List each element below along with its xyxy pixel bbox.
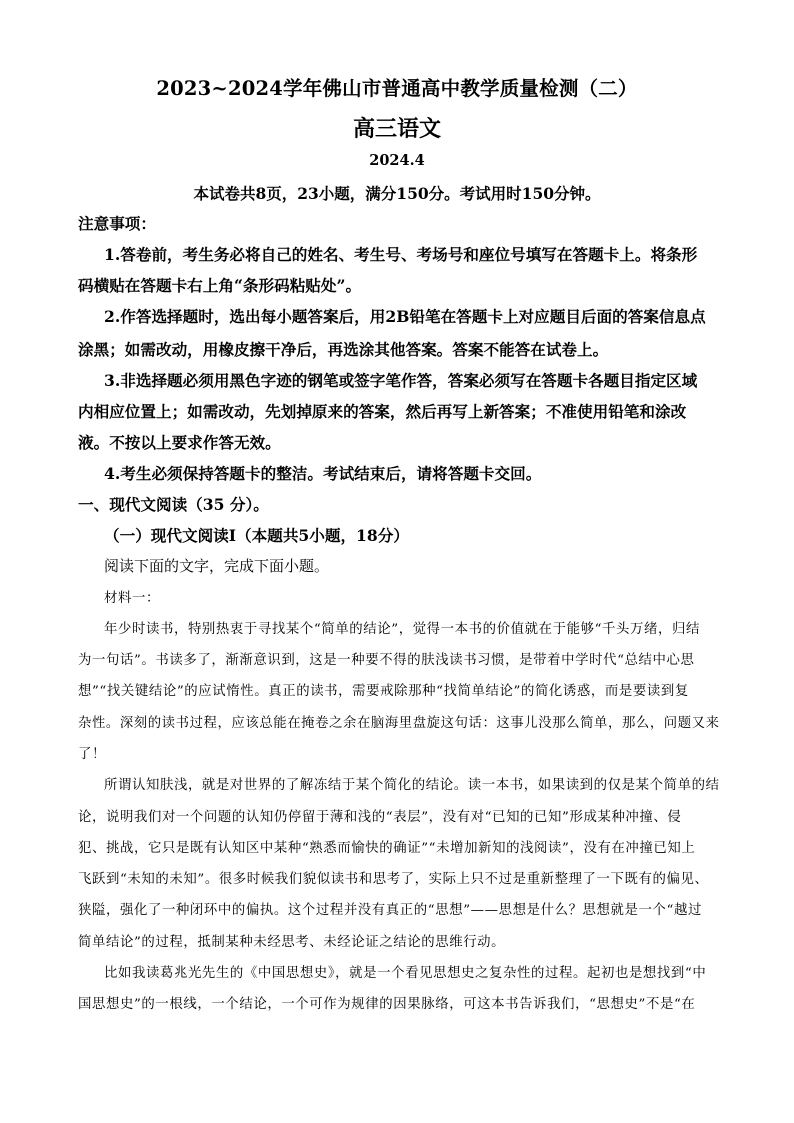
body-line: 比如我读葛兆光先生的《中国思想史》，就是一个看见思想史之复杂性的过程。起初也是想找到“中	[104, 966, 707, 981]
note-line: 3.非选择题必须用黑色字迹的钢笔或签字笔作答，答案必须写在答题卡各题目指定区域	[104, 371, 698, 390]
body-line: 犯、挑战，它只是既有认知区中某种“熟悉而愉快的确证”“未增加新知的浅阅读”，没有在冲撞已知上	[78, 841, 696, 856]
material-label: 材料一：	[104, 591, 160, 606]
note-line: 1.答卷前，考生务必将自己的姓名、考生号、考场号和座位号填写在答题卡上。将条形	[104, 245, 698, 264]
note-line: 涂黑；如需改动，用橡皮擦干净后，再选涂其他答案。答案不能答在试卷上。	[78, 340, 609, 359]
body-line: 了！	[78, 747, 106, 762]
note-line: 4.考生必须保持答题卡的整洁。考试结束后，请将答题卡交回。	[104, 464, 542, 483]
body-line: 想”“找关键结论”的应试惰性。真正的读书，需要戒除那种“找简单结论”的简化诱惑，而是要读到复	[78, 684, 689, 699]
section-heading: 一、现代文阅读（35 分）。	[78, 495, 269, 514]
section-subheading: （一）现代文阅读Ⅰ（本题共5小题，18分）	[104, 526, 409, 545]
body-line: 狭隘，强化了一种闭环中的偏执。这个过程并没有真正的“思想”——思想是什么？思想就是一个“越过	[78, 903, 702, 918]
notes-heading: 注意事项：	[78, 214, 156, 233]
body-line: 论，说明我们对一个问题的认知仍停留于薄和浅的“表层”，没有对“已知的已知”形成某种冲撞、侵	[78, 810, 682, 825]
exam-date: 2024.4	[369, 152, 425, 169]
body-line: 简单结论”的过程，抵制某种未经思考、未经论证之结论的思维行动。	[78, 935, 506, 950]
subject-title: 高三语文	[352, 116, 441, 142]
body-line: 所谓认知肤浅，就是对世界的了解冻结于某个简化的结论。读一本书，如果读到的仅是某个简单的结	[104, 778, 720, 793]
body-line: 为一句话”。书读多了，渐渐意识到，这是一种要不得的肤浅读书习惯，是带着中学时代“总结中心思	[78, 653, 695, 668]
exam-info: 本试卷共8页，23小题，满分150分。考试用时150分钟。	[193, 184, 601, 203]
exam-title: 2023~2024学年佛山市普通高中教学质量检测（二）	[156, 77, 638, 100]
body-line: 国思想史”的一根线，一个结论，一个可作为规律的因果脉络，可这本书告诉我们，“思想史”不是“在	[78, 997, 696, 1012]
body-line: 飞跃到“未知的未知”。很多时候我们貌似读书和思考了，实际上只不过是重新整理了一下既有的偏见、	[78, 872, 709, 887]
note-line: 内相应位置上；如需改动，先划掉原来的答案，然后再写上新答案；不准使用铅笔和涂改	[78, 402, 687, 421]
body-line: 杂性。深刻的读书过程，应该总能在掩卷之余在脑海里盘旋这句话：这事儿没那么简单，那么，问题又来	[78, 716, 720, 731]
body-line: 年少时读书，特别热衷于寻找某个“简单的结论”，觉得一本书的价值就在于能够“千头万绪，归结	[104, 622, 700, 637]
note-line: 2.作答选择题时，选出每小题答案后，用2B铅笔在答题卡上对应题目后面的答案信息点	[104, 307, 706, 326]
note-line: 液。不按以上要求作答无效。	[78, 433, 281, 452]
note-line: 码横贴在答题卡右上角“条形码粘贴处”。	[78, 276, 362, 295]
reading-instruction: 阅读下面的文字，完成下面小题。	[104, 557, 330, 575]
